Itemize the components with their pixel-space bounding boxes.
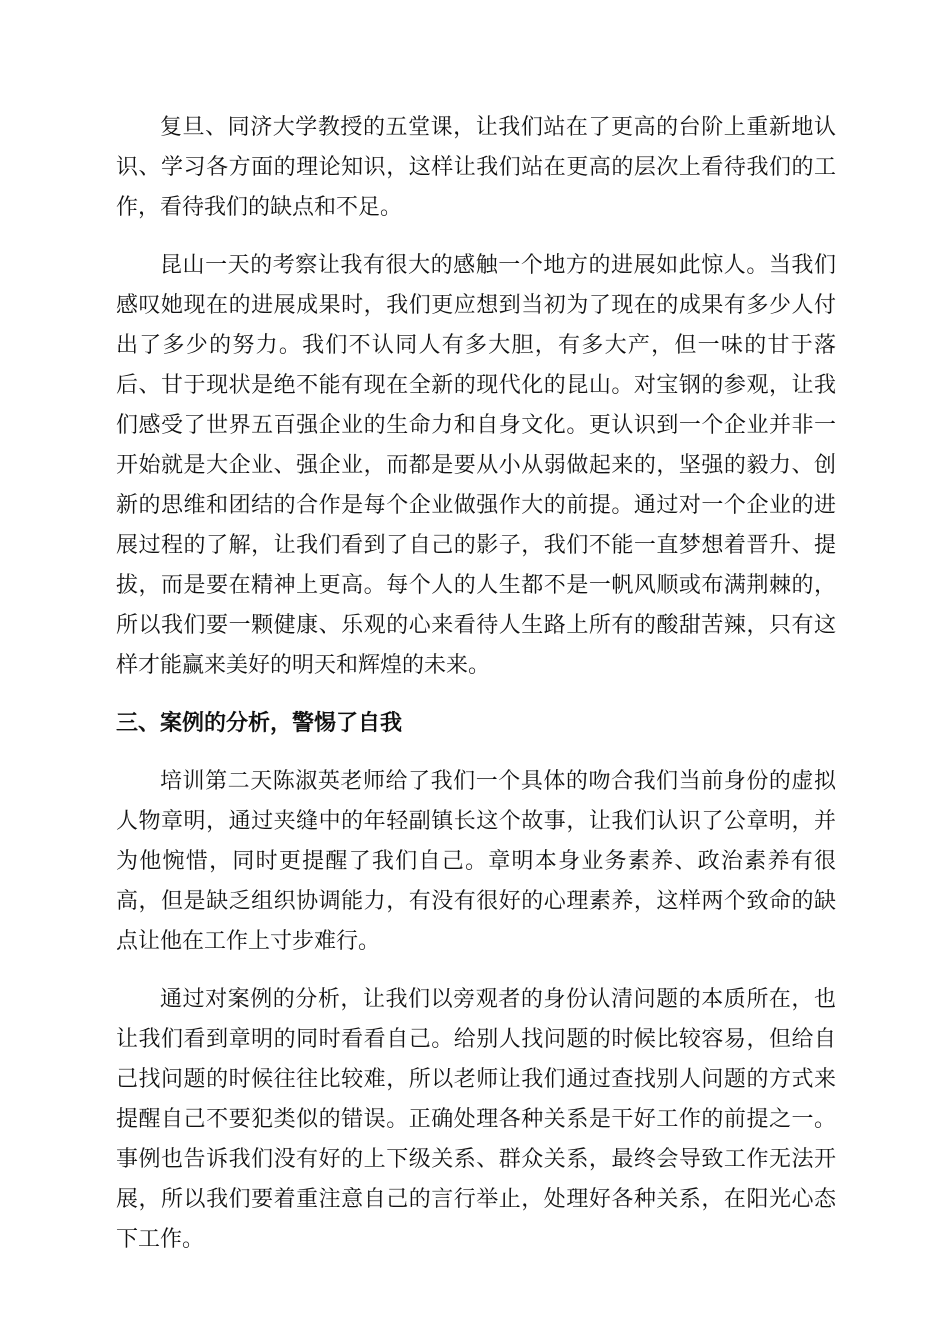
paragraph-case-story: 培训第二天陈淑英老师给了我们一个具体的吻合我们当前身份的虚拟人物章明，通过夹缝中的年轻副镇长这个故事，让我们认识了公章明，并为他惋惜，同时更提醒了我们自己。章明本身业务素养、政治素养有很高，但是缺乏组织协调能力，有没有很好的心理素养，这样两个致命的缺点让他在工作上寸步难行。	[116, 769, 836, 954]
paragraph-kunshan-visit: 昆山一天的考察让我有很大的感触一个地方的进展如此惊人。当我们感叹她现在的进展成果时，我们更应想到当初为了现在的成果有多少人付出了多少的努力。我们不认同人有多大胆，有多大产，但一味的甘于落后、甘于现状是绝不能有现在全新的现代化的昆山。对宝钢的参观，让我们感受了世界五百强企业的生命力和自身文化。更认识到一个企业并非一开始就是大企业、强企业，而都是要从小从弱做起来的，坚强的毅力、创新的思维和团结的合作是每个企业做强作大的前提。通过对一个企业的进展过程的了解，让我们看到了自己的影子，我们不能一直梦想着晋升、提拔，而是要在精神上更高。每个人的人生都不是一帆风顺或布满荆棘的，所以我们要一颗健康、乐观的心来看待人生路上所有的酸甜苦辣，只有这样才能赢来美好的明天和辉煌的未来。	[116, 253, 836, 678]
paragraph-case-lessons: 通过对案例的分析，让我们以旁观者的身份认清问题的本质所在，也让我们看到章明的同时看看自己。给别人找问题的时候比较容易，但给自己找问题的时候往往比较难，所以老师让我们通过查找别人问题的方式来提醒自己不要犯类似的错误。正确处理各种关系是干好工作的前提之一。事例也告诉我们没有好的上下级关系、群众关系，最终会导致工作无法开展，所以我们要着重注意自己的言行举止，处理好各种关系，在阳光心态下工作。	[116, 987, 836, 1252]
section-heading-case-analysis: 三、案例的分析，警惕了自我	[116, 711, 403, 736]
paragraph-lectures: 复旦、同济大学教授的五堂课，让我们站在了更高的台阶上重新地认识、学习各方面的理论知识，这样让我们站在更高的层次上看待我们的工作，看待我们的缺点和不足。	[116, 115, 836, 220]
document-body	[116, 108, 836, 1278]
